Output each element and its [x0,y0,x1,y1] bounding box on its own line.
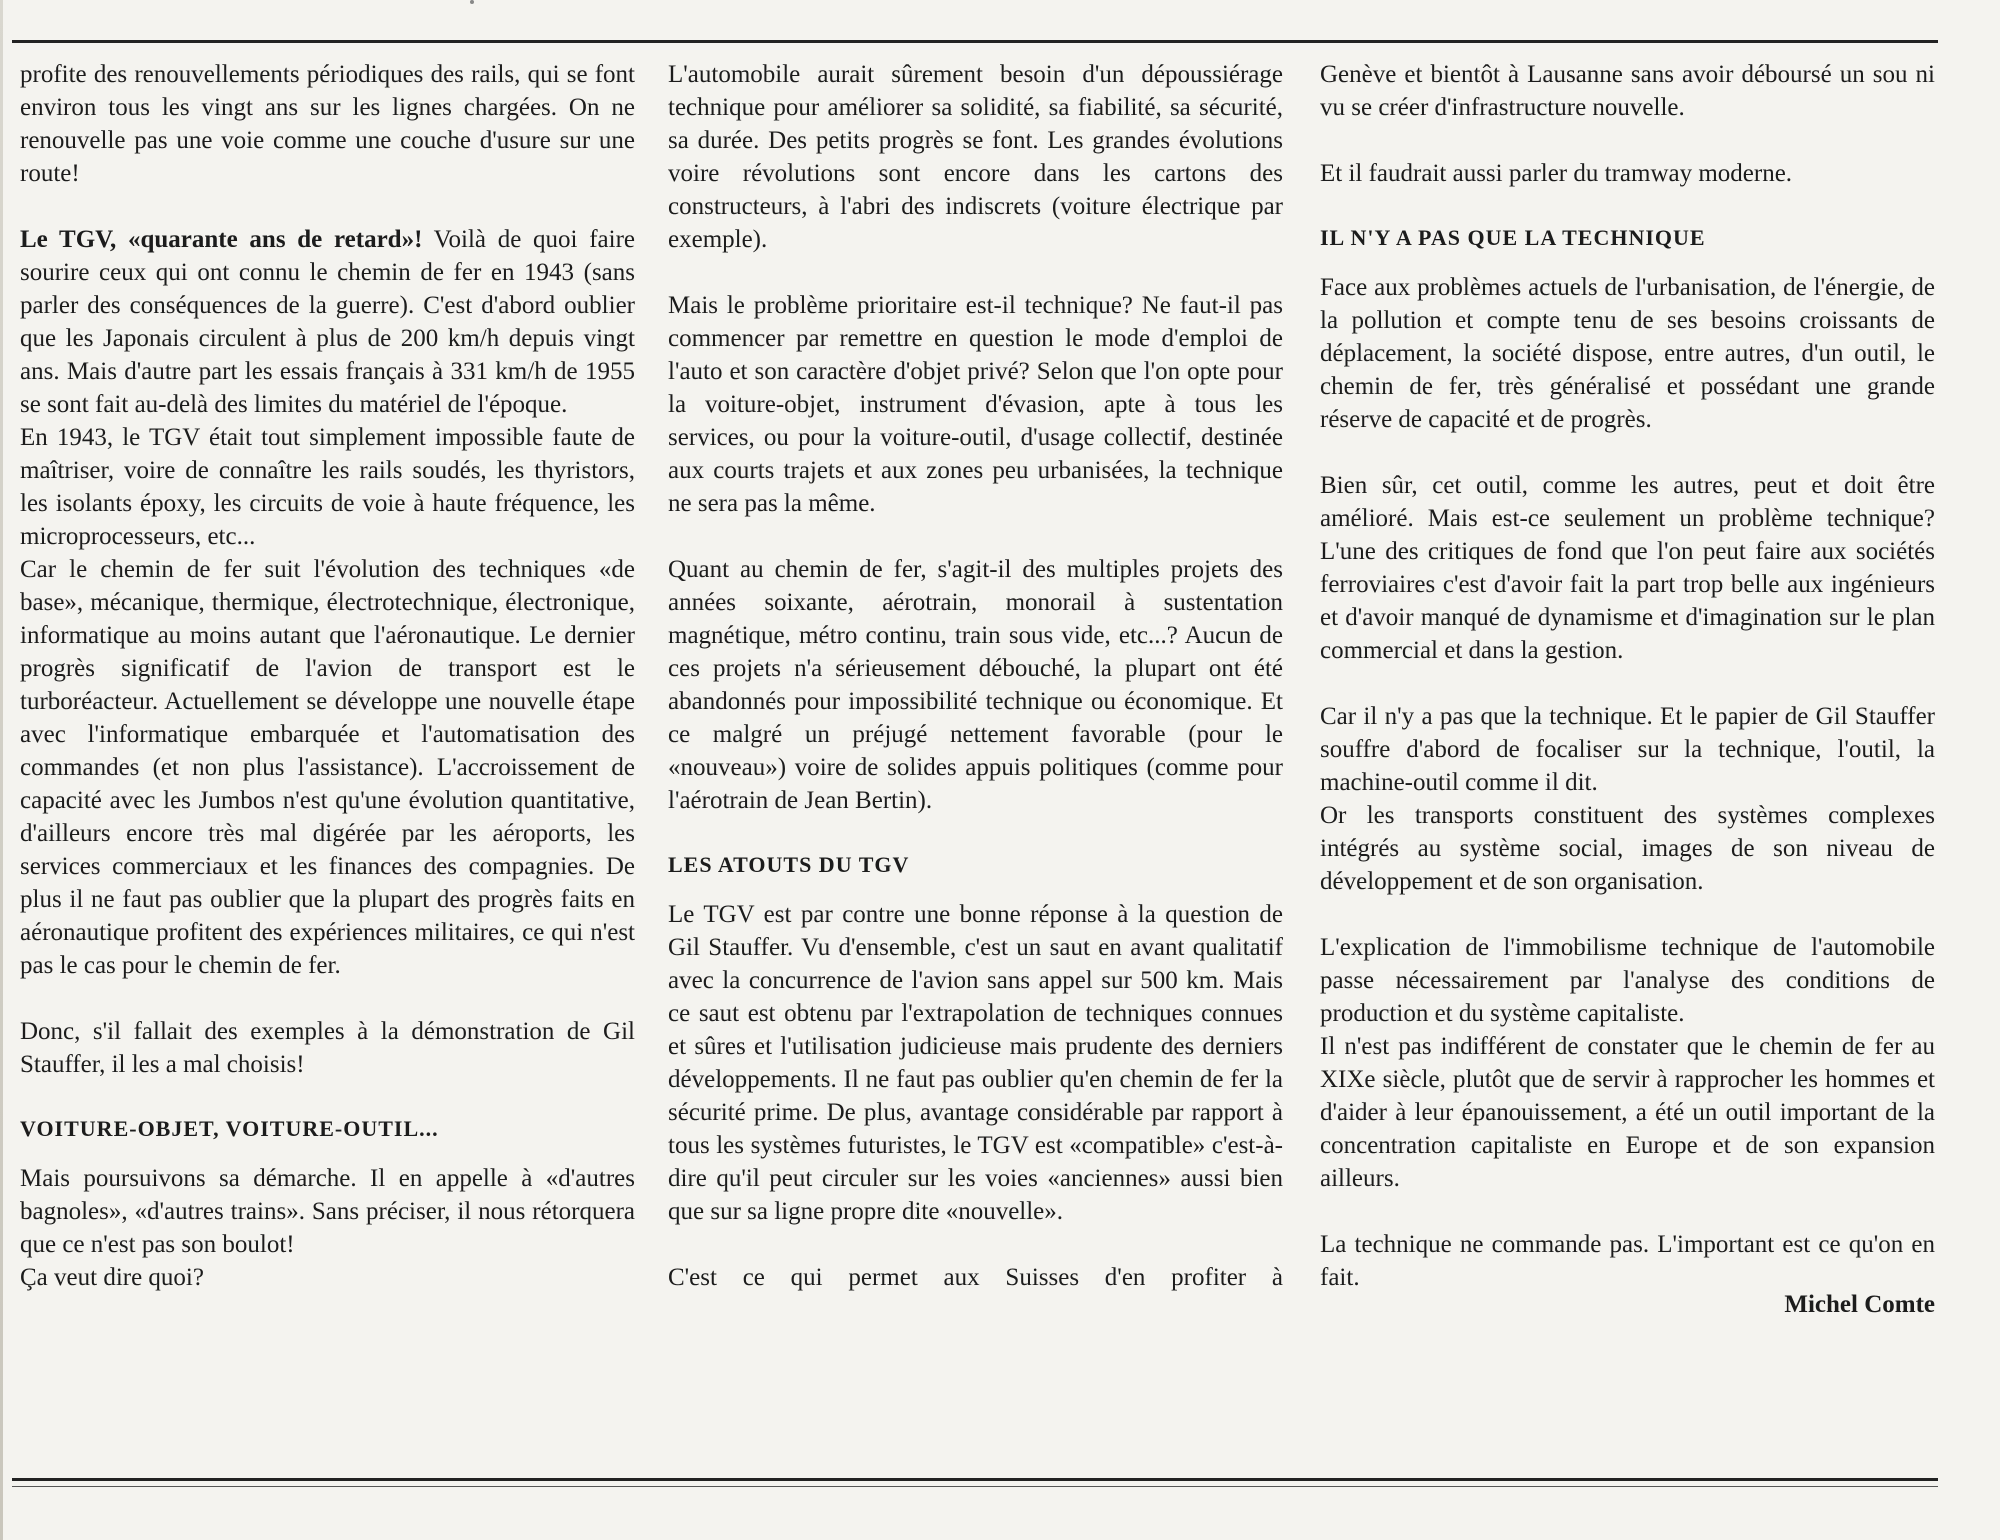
author-signature: Michel Comte [1784,1291,1935,1318]
paragraph: Il n'est pas indifférent de constater que le chemin de fer au XIXe siècle, plutôt que de servir à rapprocher les hommes et d'aider à leur épanouissement, a été un outil important de la concentration capitaliste en Europe et de son expansion ailleurs. [1320,1033,1935,1192]
paragraph: Face aux problèmes actuels de l'urbanisation, de l'énergie, de la pollution et compte tenu de ses besoins croissants de déplacement, la société dispose, entre autres, d'un outil, le chemin de fer, très généralisé et possédant une grande réserve de capacité et de progrès. [1320,274,1935,433]
paragraph-body: Voilà de quoi faire sourire ceux qui ont connu le chemin de fer en 1943 (sans parler des conséquences de la guerre). C'est d'abord oublier que les Japonais circulent à plus de 200 km/h depuis vingt ans. Mais d'autre part les essais français à 331 km/h de 1955 se sont fait au-delà des limites du matériel de l'époque. [20,226,636,418]
paragraph: Car il n'y a pas que la technique. Et le papier de Gil Stauffer souffre d'abord de focaliser sur la technique, l'outil, la machine-outil comme il dit. [1320,703,1935,796]
section-heading: IL N'Y A PAS QUE LA TECHNIQUE [1320,225,1706,250]
paragraph: Car le chemin de fer suit l'évolution des techniques «de base», mécanique, thermique, électrotechnique, électronique, informatique au moins autant que l'aéronautique. Le dernier progrès significatif de l'avion de transport est le turboréacteur. Actuellement se développe une nouvelle étape avec l'informatique embarquée et l'automatisation des commandes (et non plus l'assistance). L'accroissement de capacité avec les Jumbos n'est qu'une évolution quantitative, d'ailleurs encore très mal digérée par les aéroports, les services commerciaux et les finances des compagnies. De plus il ne faut pas oublier que la plupart des progrès faits en aéronautique profitent des expériences militaires, ce qui n'est pas le cas pour le chemin de fer. [20,556,635,979]
paragraph: Le TGV est par contre une bonne réponse à la question de Gil Stauffer. Vu d'ensemble, c'est un saut en avant qualitatif avec la concurrence de l'avion sans appel sur 500 km. Mais ce saut est obtenu par l'extrapolation de techniques connues et sûres et l'utilisation judicieuse mais prudente des derniers développements. Il ne faut pas oublier qu'en chemin de fer la sécurité prime. De plus, avantage considérable par rapport à tous les systèmes futuristes, le TGV est «compatible» c'est-à-dire qu'il peut circuler sur les voies «anciennes» aussi bien que sur sa ligne propre dite «nouvelle». [668,901,1283,1225]
paragraph: Genève et bientôt à Lausanne sans avoir déboursé un sou ni vu se créer d'infrastructure nouvelle. [1320,61,1935,121]
paragraph: En 1943, le TGV était tout simplement impossible faute de maîtriser, voire de connaître les rails soudés, les thyristors, les isolants époxy, les circuits de voie à haute fréquence, les microprocesseurs, etc... [20,424,635,550]
print-speck [470,0,474,4]
paragraph: Or les transports constituent des systèmes complexes intégrés au système social, images de son niveau de développement et de son organisation. [1320,802,1935,895]
column-2 [668,58,1283,1294]
section-heading: LES ATOUTS DU TGV [668,852,910,877]
paragraph: C'est ce qui permet aux Suisses d'en profiter à [668,1264,1283,1291]
top-rule [12,40,1938,43]
paragraph: Donc, s'il fallait des exemples à la démonstration de Gil Stauffer, il les a mal choisis! [20,1018,635,1078]
lead-in: Le TGV, «quarante ans de retard»! [20,226,423,253]
paragraph: profite des renouvellements périodiques des rails, qui se font environ tous les vingt ans sur les lignes chargées. On ne renouvelle pas une voie comme une couche d'usure sur une route! [20,61,635,187]
bottom-rule [12,1478,1938,1481]
section-heading: VOITURE-OBJET, VOITURE-OUTIL... [20,1116,439,1141]
column-1 [20,58,635,1294]
paragraph: Mais le problème prioritaire est-il technique? Ne faut-il pas commencer par remettre en question le mode d'emploi de l'auto et son caractère d'objet privé? Selon que l'on opte pour la voiture-objet, instrument d'évasion, apte à tous les services, ou pour la voiture-outil, d'usage collectif, destinée aux courts trajets et aux zones peu urbanisées, la technique ne sera pas la même. [668,292,1283,517]
paragraph: L'explication de l'immobilisme technique de l'automobile passe nécessairement par l'analyse des conditions de production et du système capitaliste. [1320,934,1935,1027]
paragraph: Et il faudrait aussi parler du tramway moderne. [1320,160,1793,187]
paragraph: La technique ne commande pas. L'important est ce qu'on en fait. [1320,1231,1935,1291]
page-edge [0,0,3,1540]
paragraph [20,223,635,421]
paragraph: Mais poursuivons sa démarche. Il en appelle à «d'autres bagnoles», «d'autres trains». Sans préciser, il nous rétorquera que ce n'est pas son boulot! [20,1165,635,1258]
paragraph: Ça veut dire quoi? [20,1264,204,1291]
column-3 [1320,58,1935,1321]
bottom-rule-thin [12,1486,1938,1487]
paragraph: L'automobile aurait sûrement besoin d'un dépoussiérage technique pour améliorer sa solidité, sa fiabilité, sa sécurité, sa durée. Des petits progrès se font. Les grandes évolutions voire révolutions sont encore dans les cartons des constructeurs, à l'abri des indiscrets (voiture électrique par exemple). [668,61,1283,253]
paragraph: Bien sûr, cet outil, comme les autres, peut et doit être amélioré. Mais est-ce seulement un problème technique? L'une des critiques de fond que l'on peut faire aux sociétés ferroviaires c'est d'avoir fait la part trop belle aux ingénieurs et d'avoir manqué de dynamisme et d'imagination sur le plan commercial et dans la gestion. [1320,472,1935,664]
paragraph: Quant au chemin de fer, s'agit-il des multiples projets des années soixante, aérotrain, monorail à sustentation magnétique, métro continu, train sous vide, etc...? Aucun de ces projets n'a sérieusement débouché, la plupart ont été abandonnés pour impossibilité technique ou économique. Et ce malgré un préjugé nettement favorable (pour le «nouveau») voire de solides appuis politiques (comme pour l'aérotrain de Jean Bertin). [668,556,1283,814]
